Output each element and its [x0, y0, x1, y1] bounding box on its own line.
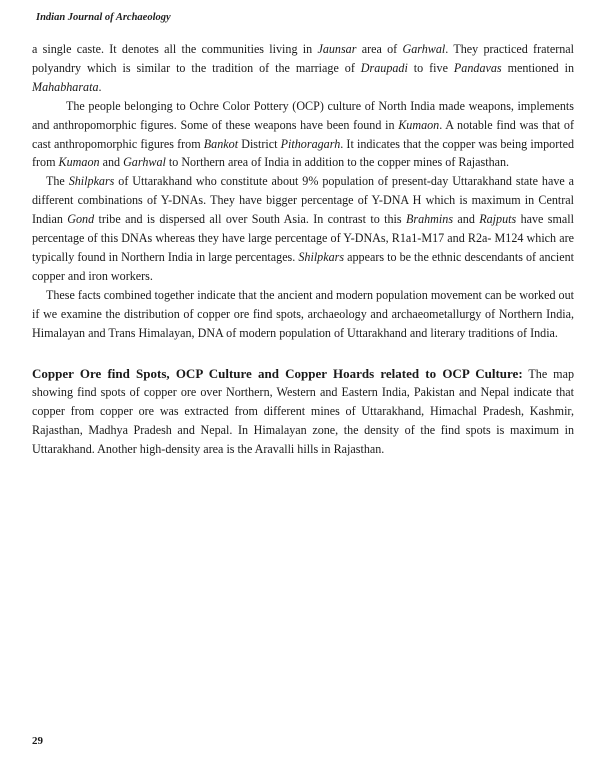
text-run: . — [98, 79, 102, 94]
italic-term: Kumaon — [398, 117, 440, 132]
italic-term: Draupadi — [360, 60, 408, 75]
text-run: The people belonging to Ochre Color Pottery (OCP) culture of North India made weapons, implements and anthropomorphic figures. Some of these weapons have been found in — [32, 98, 574, 132]
text-run: appears to be the ethnic descendants of ancient copper and iron workers. — [32, 249, 575, 283]
text-run: a single caste. It denotes all the communities living in — [32, 42, 318, 56]
text-run: . They practiced fraternal polyandry which is similar to the tradition of the marriage of — [32, 42, 574, 75]
text-run: . It indicates that the copper was being imported from — [32, 136, 575, 170]
paragraph-copper-ore-section — [32, 365, 574, 460]
text-run: have small percentage of this DNAs whereas they have large percentage of Y-DNAs, R1a1-M17 and R2a- M124 which are typically found in Northern India in large percentages. — [32, 212, 575, 264]
italic-term: Gond — [67, 212, 95, 227]
italic-term: Jaunsar — [317, 42, 357, 56]
running-head-journal-title: Indian Journal of Archaeology — [36, 12, 171, 23]
text-run: The map showing find spots of copper ore over Northern, Western and Eastern India, Pakistan and Nepal indicate that copper from copper ore was extracted from different mines of Uttarakhand, Himachal Pradesh, Kashmir, Rajasthan, Madhya Pradesh and Nepal. In Himalayan zone, the density of the find spots is maximum in Uttarakhand. Another high-density area is the Aravalli hills in Rajasthan. — [32, 366, 575, 457]
text-run: tribe and is dispersed all over South Asia. In contrast to this — [94, 212, 406, 227]
italic-term: Pithoragarh — [280, 136, 341, 151]
italic-term: Kumaon — [58, 155, 100, 170]
section-spacer — [32, 343, 574, 365]
italic-term: Shilpkars — [298, 249, 345, 264]
text-run: The — [46, 174, 69, 189]
italic-term: Rajputs — [479, 212, 517, 227]
text-run: District — [238, 136, 281, 151]
section-heading: Copper Ore find Spots, OCP Culture and Copper Hoards related to OCP Culture: — [32, 365, 523, 381]
text-run: mentioned in — [501, 60, 574, 75]
italic-term: Garhwal — [123, 155, 166, 170]
paragraph-ocp-culture — [32, 97, 574, 173]
text-run: to five — [407, 60, 454, 75]
italic-term: Brahmins — [405, 212, 454, 227]
text-run: area of — [356, 42, 403, 56]
paragraph-continuation — [32, 40, 574, 97]
italic-term: Shilpkars — [68, 174, 115, 189]
text-run: . A notable find was that of cast anthropomorphic figures from — [32, 117, 574, 151]
paragraph-shilpkars-dna — [32, 172, 574, 285]
text-run: and — [453, 212, 480, 227]
paragraph-population-movement: These facts combined together indicate that the ancient and modern population movement can be worked out if we examine the distribution of copper ore find spots, archaeology and archaeometallurgy of Northern India, Himalayan and Trans Himalayan, DNA of modern population of Uttarakhand and literary traditions of India. — [32, 287, 574, 340]
text-run: to Northern area of India in addition to the copper mines of Rajasthan. — [165, 155, 510, 170]
text-run: and — [99, 155, 124, 170]
article-body — [32, 40, 574, 459]
text-run: of Uttarakhand who constitute about 9% population of present-day Uttarakhand state have a different combinations of Y-DNAs. They have bigger percentage of Y-DNA H which is maximum in Central Indian — [32, 174, 575, 227]
italic-term: Pandavas — [453, 60, 502, 75]
page-number: 29 — [32, 735, 43, 747]
italic-term: Mahabharata — [32, 79, 99, 94]
italic-term: Bankot — [203, 136, 239, 151]
italic-term: Garhwal — [402, 42, 446, 56]
